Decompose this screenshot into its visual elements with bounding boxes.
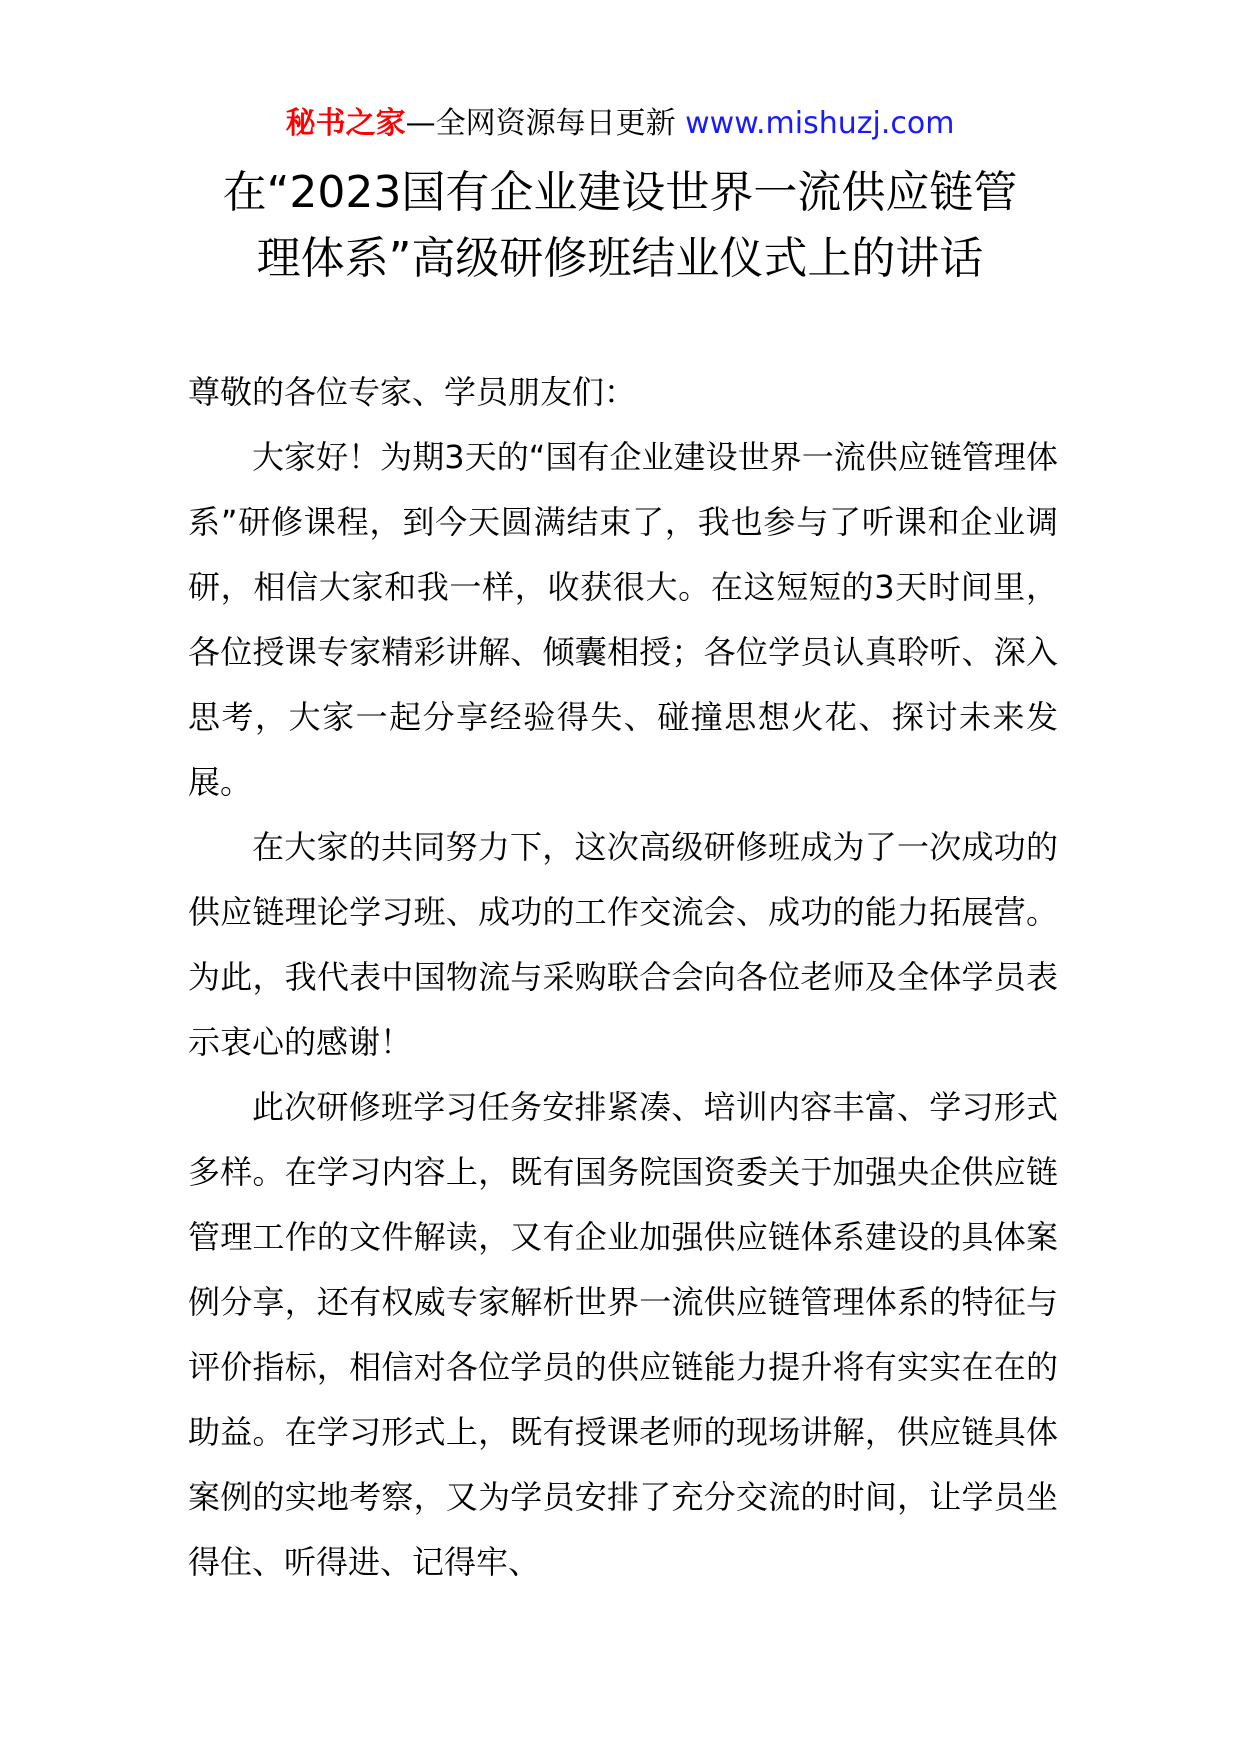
title-line-1: 在“2023国有企业建设世界一流供应链管 — [222, 167, 1018, 218]
paragraph-3: 此次研修班学习任务安排紧凑、培训内容丰富、学习形式多样。在学习内容上，既有国务院国资委关于加强央企供应链管理工作的文件解读，又有企业加强供应链体系建设的具体案例分享，还有权威专家解析世界一流供应链管理体系的特征与评价指标，相信对各位学员的供应链能力提升将有实实在在的助益。在学习形式上，既有授课老师的现场讲解，供应链具体案例的实地考察，又为学员安排了充分交流的时间，让学员坐得住、听得进、记得牢、 — [188, 1088, 1058, 1581]
title-line-2: 理体系”高级研修班结业仪式上的讲话 — [256, 233, 984, 284]
site-url-link[interactable]: www.mishuzj.com — [685, 106, 955, 141]
paragraph-1: 大家好！为期3天的“国有企业建设世界一流供应链管理体系”研修课程，到今天圆满结束了，我也参与了听课和企业调研，相信大家和我一样，收获很大。在这短短的3天时间里，各位授课专家精彩讲解、倾囊相授；各位学员认真聆听、深入思考，大家一起分享经验得失、碰撞思想火花、探讨未来发展。 — [188, 438, 1058, 801]
header-separator: — — [405, 106, 436, 141]
site-header — [0, 102, 1240, 146]
header-tagline: 全网资源每日更新 — [435, 106, 676, 141]
salutation: 尊敬的各位专家、学员朋友们： — [188, 373, 637, 411]
document-body — [188, 360, 1058, 1595]
paragraph-2: 在大家的共同努力下，这次高级研修班成为了一次成功的供应链理论学习班、成功的工作交流会、成功的能力拓展营。为此，我代表中国物流与采购联合会向各位老师及全体学员表示衷心的感谢！ — [188, 828, 1058, 1061]
document-title — [150, 160, 1090, 292]
brand-name: 秘书之家 — [285, 106, 406, 141]
